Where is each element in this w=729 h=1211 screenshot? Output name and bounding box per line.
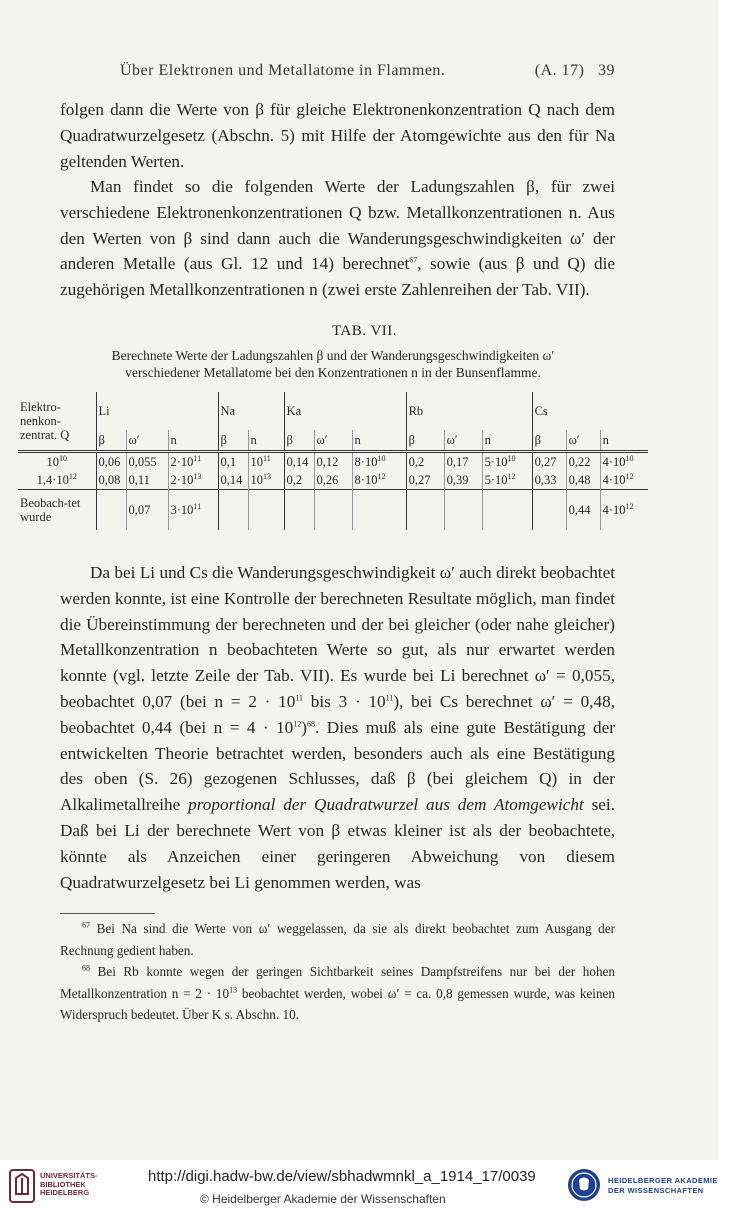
ka-n: $8\cdot 10^{12}$ (352, 471, 406, 490)
copyright-notice: © Heidelberger Akademie der Wissenschaften (200, 1192, 446, 1206)
li-omega: 0,055 (126, 452, 168, 472)
paragraph-2-text-b: , sowie (aus β und Q) die zugehörigen Metallkonzentrationen n (zwei erste Zahlenreihen der Tab. VII). (60, 254, 615, 300)
right-margin (718, 0, 729, 1160)
li-n: $2\cdot 10^{13}$ (168, 471, 218, 490)
cs-beta: 0,33 (532, 471, 566, 490)
rb-beta: 0,27 (406, 471, 444, 490)
ka-n: $8\cdot 10^{10}$ (352, 452, 406, 472)
academy-seal-icon[interactable] (566, 1166, 602, 1204)
li-beta: 0,08 (96, 471, 126, 490)
italic-emphasis: proportional der Quadratwurzel aus dem Atomgewicht (188, 795, 584, 815)
q-cell: $1,4\cdot 10^{12}$ (36, 471, 77, 487)
cs-omega: 0,22 (566, 452, 600, 472)
q-cell: $10^{10}$ (18, 452, 96, 472)
table-row-observed (18, 490, 648, 531)
rb-n: $5\cdot 10^{12}$ (482, 471, 532, 490)
university-library-name: UNIVERSITÄTS- BIBLIOTHEK HEIDELBERG (40, 1171, 98, 1197)
paragraph-2 (60, 174, 615, 303)
cs-n: $4\cdot 10^{12}$ (600, 471, 648, 490)
footnote-ref-68[interactable]: 68 (307, 719, 316, 729)
sub-n: n (168, 430, 218, 452)
ka-beta: 0,2 (284, 471, 314, 490)
sub-n: n (248, 430, 284, 452)
table-vii (18, 392, 648, 530)
na-beta: 0,14 (218, 471, 248, 490)
caption-line-1: Berechnete Werte der Ladungszahlen β und der Wanderungsgeschwindigkeiten ω′ (111, 348, 555, 363)
ka-beta: 0,14 (284, 452, 314, 472)
rb-beta: 0,2 (406, 452, 444, 472)
cs-omega-observed: 0,44 (566, 490, 600, 531)
paragraph-1 (60, 97, 615, 174)
table-row (18, 452, 648, 472)
permalink-url[interactable]: http://digi.hadw-bw.de/view/sbhadwmnkl_a_1914_17/0039 (148, 1168, 536, 1185)
sub-n: n (352, 430, 406, 452)
footnote-68: $^{68}$ Bei Rb konnte wegen der geringen Sichtbarkeit seines Dampfstreifens nur bei der hohen Metallkonzentration $n = 2 \cdot 10^{13}$ beobachtet werden, wobei ω′ = ca. 0,8 gemessen wurde, was keinen Widerspruch bedeutet. Über K s. Abschn. 10. (60, 963, 616, 1022)
footnote-separator (60, 913, 155, 914)
cs-beta: 0,27 (532, 452, 566, 472)
footnotes (60, 918, 615, 1026)
li-omega: 0,11 (126, 471, 168, 490)
observed-label: Beobach-tet wurde (18, 490, 96, 531)
header-title: Über Elektronen und Metallatome in Flammen. (120, 62, 446, 79)
metal-header-rb: Rb (406, 392, 532, 430)
sub-beta: β (96, 430, 126, 452)
footnote-67: $^{67}$ Bei Na sind die Werte von ω′ weggelassen, da sie als direkt beobachtet zum Ausgang der Rechnung gedient haben. (60, 920, 615, 958)
metal-header-cs: Cs (532, 392, 648, 430)
na-n: $10^{13}$ (248, 471, 284, 490)
table-row (18, 471, 648, 490)
sub-beta: β (406, 430, 444, 452)
sub-omega: ω′ (566, 430, 600, 452)
sub-n: n (482, 430, 532, 452)
metal-header-li: Li (96, 392, 218, 430)
sub-beta: β (284, 430, 314, 452)
metal-header-ka: Ka (284, 392, 406, 430)
table-caption (18, 347, 648, 381)
rb-omega: 0,17 (444, 452, 482, 472)
university-library-logo-icon[interactable] (8, 1168, 36, 1204)
metal-header-na: Na (218, 392, 284, 430)
cs-n: $4\cdot 10^{10}$ (600, 452, 648, 472)
li-n-observed: $3\cdot 10^{11}$ (168, 490, 218, 531)
sub-omega: ω′ (444, 430, 482, 452)
paragraph-3: Da bei Li und Cs die Wanderungsgeschwindigkeit ω′ auch direkt beobachtet werden konnte, ist eine Kontrolle der berechneten Resultate möglich, man findet die Übereinstimmung der berechneten und der bei gleicher (oder nahe gleicher) Metallkonzentration n beobachteten Werte so gut, als nur erwartet werden konnte (vgl. letzte Zeile der Tab. VII). Es wurde bei Li berechnet ω′ = 0,055, beobachtet 0,07 (bei $n = 2 \cdot 10^{11}$ bis $3 \cdot 10^{11}$), bei Cs berechnet ω′ = 0,48, beobachtet 0,44 (bei $n = 4 \cdot 10^{12})^{68}$. Dies muß als eine gute Bestätigung der entwickelten Theorie betrachtet werden, besonders auch als eine Bestätigung des oben (S. 26) gezogenen Schlusses, daß β (bei gleichem Q) in der Alkalimetallreihe proportional der Quadratwurzel aus dem Atomgewicht sei. Daß bei Li der berechnete Wert von β etwas kleiner ist als der beobachtete, könnte als Anzeichen einer geringeren Abweichung von diesem Quadratwurzelgesetz bei Li genommen werden, was (60, 563, 616, 892)
rb-n: $5\cdot 10^{10}$ (482, 452, 532, 472)
li-n: $2\cdot 10^{11}$ (168, 452, 218, 472)
academy-name: HEIDELBERGER AKADEMIE DER WISSENSCHAFTEN (608, 1176, 718, 1195)
ka-omega: 0,26 (314, 471, 352, 490)
header-ref: (A. 17) (534, 62, 585, 79)
li-beta: 0,06 (96, 452, 126, 472)
caption-line-2: verschiedener Metallatome bei den Konzentrationen n in der Bunsenflamme. (125, 365, 541, 380)
ka-omega: 0,12 (314, 452, 352, 472)
page-number: 39 (598, 62, 615, 79)
cs-omega: 0,48 (566, 471, 600, 490)
paragraph-1-text: folgen dann die Werte von β für gleiche Elektronenkonzentration Q nach dem Quadratwurzelgesetz (Abschn. 5) mit Hilfe der Atomgewichte aus den für Na geltenden Werten. (60, 100, 615, 171)
sub-omega: ω′ (314, 430, 352, 452)
na-beta: 0,1 (218, 452, 248, 472)
na-n: $10^{11}$ (248, 452, 284, 472)
rb-omega: 0,39 (444, 471, 482, 490)
sub-beta: β (532, 430, 566, 452)
paragraph-2-text-a: Man findet so die folgenden Werte der Ladungszahlen β, für zwei verschiedene Elektronenkonzentrationen Q bzw. Metallkonzentrationen n. Aus den Werten von β sind dann auch die Wanderungsgeschwindigkeiten ω′ der anderen Metalle (aus Gl. 12 und 14) berechnet (60, 177, 615, 274)
sub-n: n (600, 430, 648, 452)
sub-omega: ω′ (126, 430, 168, 452)
running-header (60, 62, 615, 80)
footer-bar (0, 1160, 729, 1211)
corner-label: Elektro-nenkon-zentrat. Q (20, 400, 70, 442)
cs-n-observed: $4\cdot 10^{12}$ (600, 490, 648, 531)
sub-beta: β (218, 430, 248, 452)
li-omega-observed: 0,07 (126, 490, 168, 531)
table-title: TAB. VII. (331, 323, 398, 339)
header-ref-page (535, 62, 615, 80)
footnote-ref-67[interactable]: 67 (409, 255, 418, 265)
